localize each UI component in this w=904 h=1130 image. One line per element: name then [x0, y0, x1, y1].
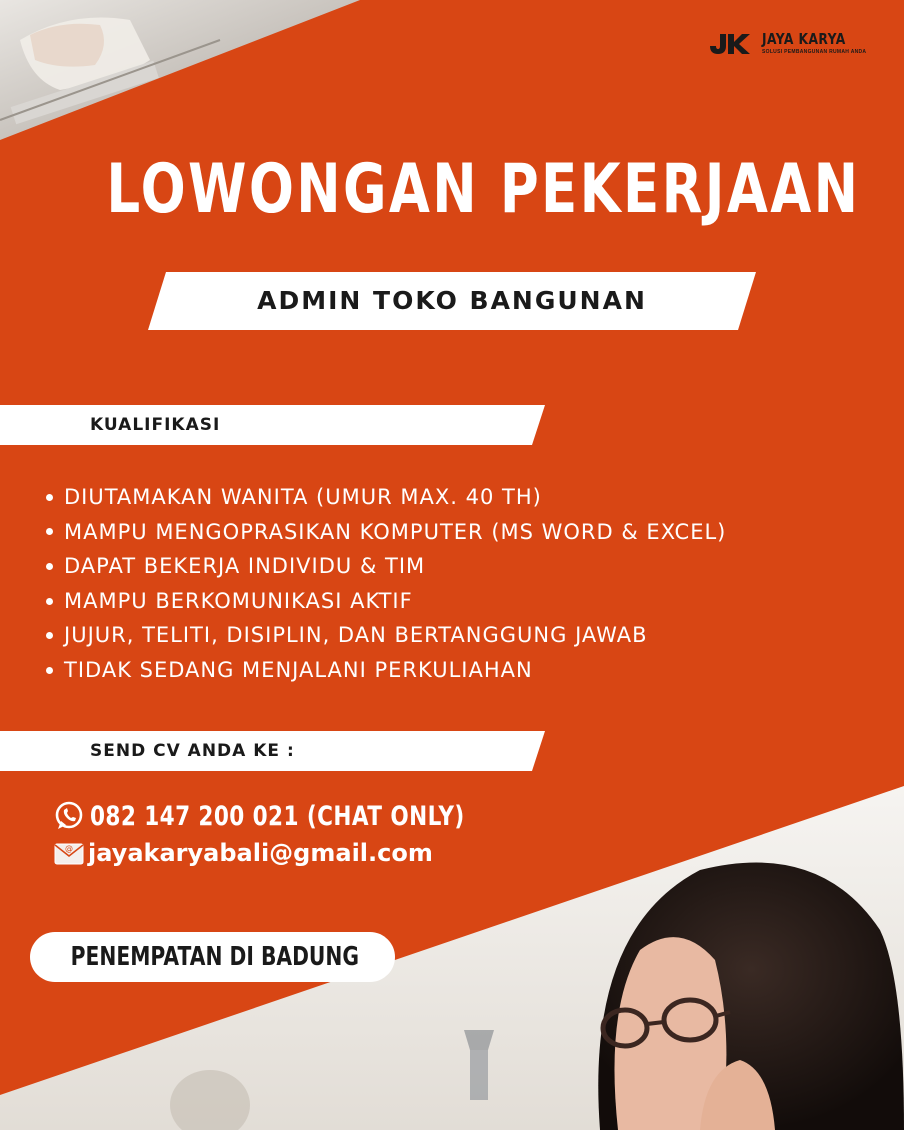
list-item: MAMPU BERKOMUNIKASI AKTIF [46, 584, 726, 619]
bullet-icon [46, 667, 53, 674]
email-icon [54, 840, 84, 866]
bullet-icon [46, 494, 53, 501]
svg-text:@: @ [65, 844, 73, 853]
email-address: jayakaryabali@gmail.com [88, 839, 433, 867]
list-item: DIUTAMAKAN WANITA (UMUR MAX. 40 TH) [46, 480, 726, 515]
position-title: ADMIN TOKO BANGUNAN [257, 286, 647, 315]
headline-text: LOWONGAN PEKERJAAN [106, 150, 861, 229]
email-contact[interactable] [54, 836, 433, 870]
brand-tagline: SOLUSI PEMBANGUNAN RUMAH ANDA [762, 49, 867, 55]
qualifications-heading: KUALIFIKASI [90, 415, 221, 435]
phone-number: 082 147 200 021 (CHAT ONLY) [90, 800, 465, 832]
bullet-icon [46, 563, 53, 570]
bullet-icon [46, 528, 53, 535]
jk-monogram-icon [708, 32, 752, 56]
list-item: TIDAK SEDANG MENJALANI PERKULIAHAN [46, 653, 726, 688]
page-title [0, 150, 904, 229]
qualifications-banner-shape [0, 405, 545, 445]
brand-logo [708, 28, 878, 64]
contact-banner [0, 731, 545, 771]
whatsapp-icon [54, 801, 84, 831]
list-item: DAPAT BEKERJA INDIVIDU & TIM [46, 549, 726, 584]
qualifications-list [46, 480, 726, 688]
phone-contact[interactable] [54, 799, 558, 833]
qualifications-banner [0, 405, 545, 445]
list-item: MAMPU MENGOPRASIKAN KOMPUTER (MS WORD & EXCEL) [46, 515, 726, 550]
brand-name: JAYA KARYA [762, 30, 846, 48]
list-item: JUJUR, TELITI, DISIPLIN, DAN BERTANGGUNG JAWAB [46, 618, 726, 653]
placement-text: PENEMPATAN DI BADUNG [70, 942, 360, 972]
contact-heading: SEND CV ANDA KE : [90, 741, 295, 761]
bullet-icon [46, 632, 53, 639]
position-banner [148, 272, 756, 330]
bullet-icon [46, 598, 53, 605]
placement-badge [30, 932, 395, 982]
